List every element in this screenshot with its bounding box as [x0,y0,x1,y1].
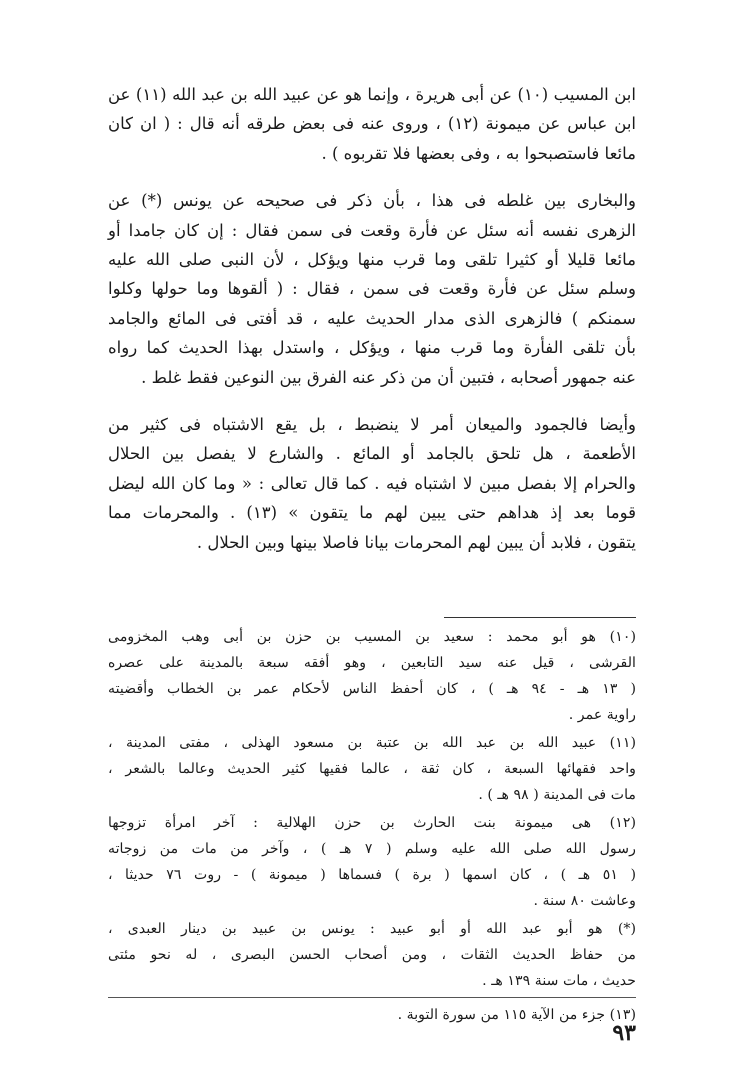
footnote-line: (١١) عبيد الله بن عبد الله بن عتبة بن مسعود الهذلى ، مفتى المدينة ، [108,735,636,751]
footnote-line: ( ١٣ هـ - ٩٤ هـ ) ، كان أحفظ الناس لأحكام عمر بن الخطاب وأقضيته [108,681,637,697]
footnote-line: من حفاظ الحديث الثقات ، ومن أصحاب الحسن البصرى ، له نحو مئتى [108,947,636,963]
footnote-12 [108,810,636,914]
text-line: والحرام إلا بفصل مبين لا اشتباه فيه . كما قال تعالى : « وما كان الله ليضل [108,473,636,493]
footnote-line: ( ٥١ هـ ) ، كان اسمها ( برة ) فسماها ( ميمونة ) - روت ٧٦ حديثا ، [108,867,636,883]
text-line: وسلم سئل عن فأرة وقعت فى سمن ، فقال : ( ألقوها وما حولها وكلوا [108,279,636,299]
footnote-line: (١٣) جزء من الآية ١١٥ من سورة التوبة . [397,1007,636,1023]
text-line: قوما بعد إذ هداهم حتى يبين لهم ما يتقون » (١٣) . والمحرمات مما [108,503,636,523]
footnote-divider [444,617,636,618]
footnote-star [108,916,636,994]
footnote-line: (١٠) هو أبو محمد : سعيد بن المسيب بن حزن بن أبى وهب المخزومى [108,629,636,645]
footnote-line: راوية عمر . [568,707,636,723]
text-line: ابن المسيب (١٠) عن أبى هريرة ، وإنما هو عن عبيد الله بن عبد الله (١١) عن [108,85,636,104]
footnote-line: (١٢) هى ميمونة بنت الحارث بن حزن الهلالية : آخر امرأة تزوجها [108,815,636,831]
text-line: مائعا قليلا أو كثيرا تلقى وما قرب منها ويؤكل ، لأن النبى صلى الله عليه [108,250,636,270]
text-line: الأطعمة ، هل تلحق بالجامد أو المائع . والشارع لا يفصل بين الحلال [108,444,636,464]
text-line: ابن عباس عن ميمونة (١٢) ، وروى عنه فى بعض طرقه أنه قال : ( ان كان [108,114,636,134]
footnote-line: مات فى المدينة ( ٩٨ هـ ) . [478,787,636,803]
footnote-line: القرشى ، قيل عنه سيد التابعين ، وهو أفقه سبعة بالمدينة على عصره [108,655,636,671]
footnotes [108,624,636,1030]
page-number: ٩٣ [612,1020,636,1046]
footnote-13 [108,1002,636,1028]
main-text [108,80,636,557]
footnote-line: وعاشت ٨٠ سنة . [533,893,636,909]
paragraph-2 [108,186,636,392]
footnote-line: رسول الله صلى الله عليه وسلم ( ٧ هـ ) ، وآخر من مات من زوجاته [108,841,636,857]
footnote-line: حديث ، مات سنة ١٣٩ هـ . [482,973,636,989]
footnote-line: (*) هو أبو عبد الله أو أبو عبيد : يونس بن عبيد بن دينار العبدى ، [108,921,636,937]
footnote-line: واحد فقهائها السبعة ، كان ثقة ، عالما فقيها كثير الحديث وعالما بالشعر ، [108,761,636,777]
text-line: يتقون ، فلابد أن يبين لهم المحرمات بيانا فاصلا بينها وبين الحلال . [196,532,636,552]
footnote-separator [108,997,636,998]
text-line: سمنكم ) فالزهرى الذى مدار الحديث عليه ، قد أفتى فى المائع والجامد [108,308,636,328]
text-line: وأيضا فالجمود والميعان أمر لا ينضبط ، بل يقع الاشتباه فى كثير من [108,415,636,435]
footnote-11 [108,730,636,808]
footnote-10 [108,624,636,728]
text-line: والبخارى بين غلطه فى هذا ، بأن ذكر فى صحيحه عن يونس (*) عن [108,191,636,211]
text-line: مائعا فاستصبحوا به ، وفى بعضها فلا تقربوه ) . [321,143,636,163]
text-line: الزهرى نفسه أنه سئل عن فأرة وقعت فى سمن فقال : إن كان جامدا أو [108,220,636,240]
text-line: عنه جمهور أصحابه ، فتبين أن من ذكر عنه الفرق بين النوعين فقط غلط . [141,367,636,387]
paragraph-1 [108,80,636,168]
paragraph-3 [108,410,636,557]
text-line: بأن تلقى الفأرة وما قرب منها ، ويؤكل ، واستدل بهذا الحديث كما رواه [108,338,636,358]
